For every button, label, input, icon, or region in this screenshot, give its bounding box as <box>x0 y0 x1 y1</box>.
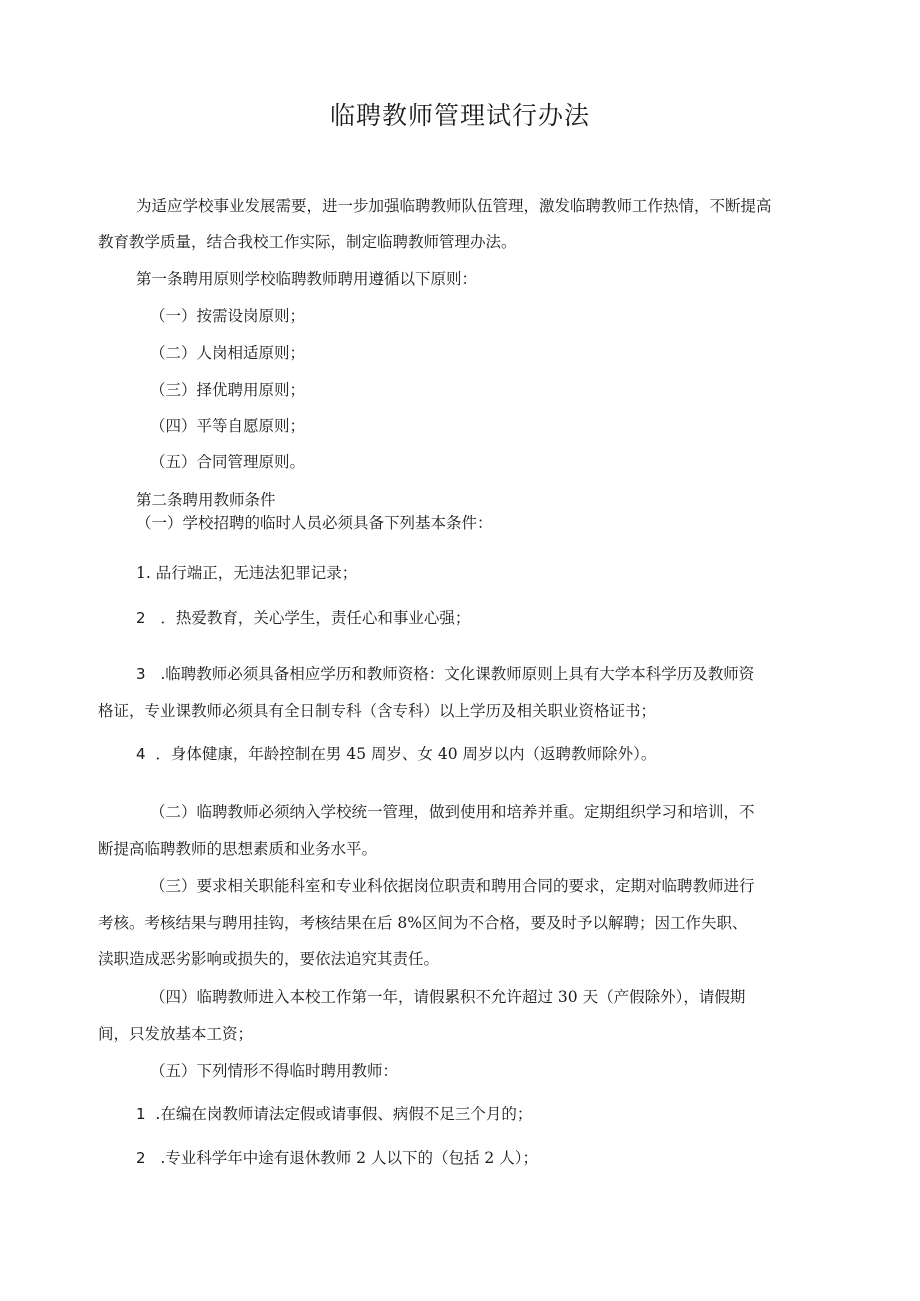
exclusion-1 <box>136 1104 532 1124</box>
article2-sub3-line-2: 考核。考核结果与聘用挂钩，考核结果在后 8%区间为不合格，要及时予以解聘；因工作失职、 <box>98 914 748 932</box>
intro-line-2: 教育教学质量，结合我校工作实际，制定临聘教师管理办法。 <box>98 233 517 251</box>
condition-1: 1. 品行端正，无违法犯罪记录； <box>136 564 358 582</box>
condition-2 <box>136 608 470 628</box>
article2-sub4-line-2: 间，只发放基本工资； <box>98 1025 254 1043</box>
article2-sub2-line-1: （二）临聘教师必须纳入学校统一管理，做到使用和培养并重。定期组织学习和培训，不 <box>150 803 755 821</box>
article2-sub5: （五）下列情形不得临时聘用教师： <box>150 1062 399 1080</box>
condition-4 <box>136 744 656 764</box>
condition-3-text: .临聘教师必须具备相应学历和教师资格：文化课教师原则上具有大学本科学历及教师资 <box>160 665 755 683</box>
principle-item-4: （四）平等自愿原则； <box>150 417 306 435</box>
exclusion-2 <box>136 1148 538 1168</box>
exclusion-2-text: .专业科学年中途有退休教师 2 人以下的（包括 2 人）； <box>160 1149 538 1167</box>
article2-sub3-line-3: 渎职造成恶劣影响或损失的，要依法追究其责任。 <box>98 950 440 968</box>
principle-item-5: （五）合同管理原则。 <box>150 453 306 471</box>
condition-4-number: 4 <box>136 745 146 763</box>
condition-2-number: 2 <box>136 609 146 627</box>
principle-item-1: （一）按需设岗原则； <box>150 307 306 325</box>
condition-4-text: ．身体健康，年龄控制在男 45 周岁、女 40 周岁以内（返聘教师除外）。 <box>155 745 657 763</box>
condition-2-text: ．热爱教育，关心学生，责任心和事业心强； <box>160 609 471 627</box>
intro-line-1: 为适应学校事业发展需要，进一步加强临聘教师队伍管理，激发临聘教师工作热情，不断提高 <box>136 197 772 215</box>
article2-heading: 第二条聘用教师条件 <box>136 491 276 509</box>
condition-3-number: 3 <box>136 665 146 683</box>
article2-sub4-line-1: （四）临聘教师进入本校工作第一年，请假累积不允许超过 30 天（产假除外），请假期 <box>150 988 746 1006</box>
article2-sub3-line-1: （三）要求相关职能科室和专业科依据岗位职责和聘用合同的要求，定期对临聘教师进行 <box>150 877 755 895</box>
exclusion-2-number: 2 <box>136 1149 146 1167</box>
article2-sub2-line-2: 断提高临聘教师的思想素质和业务水平。 <box>98 840 378 858</box>
condition-3-line-1 <box>136 664 754 684</box>
document-title: 临聘教师管理试行办法 <box>329 101 590 130</box>
article1-heading: 第一条聘用原则学校临聘教师聘用遵循以下原则： <box>136 270 478 288</box>
principle-item-2: （二）人岗相适原则； <box>150 344 306 362</box>
exclusion-1-text: .在编在岗教师请法定假或请事假、病假不足三个月的； <box>155 1105 533 1123</box>
article2-sub1: （一）学校招聘的临时人员必须具备下列基本条件： <box>136 514 493 532</box>
exclusion-1-number: 1 <box>136 1105 146 1123</box>
principle-item-3: （三）择优聘用原则； <box>150 381 306 399</box>
condition-3-line-2: 格证，专业课教师必须具有全日制专科（含专科）以上学历及相关职业资格证书； <box>98 702 657 720</box>
